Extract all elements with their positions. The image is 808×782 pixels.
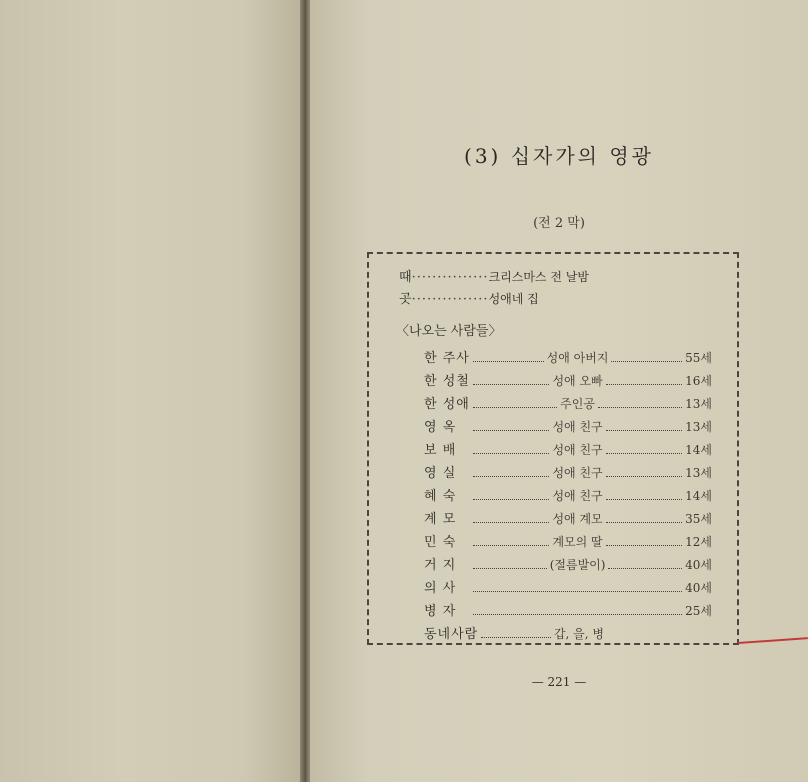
cast-role: 성애 계모 [552, 512, 603, 526]
leader-dots [473, 476, 549, 477]
cast-row [424, 416, 712, 434]
cast-name: 민 숙 [424, 535, 457, 550]
cast-age: 35세 [685, 512, 712, 526]
cast-name: 영 옥 [424, 420, 457, 435]
leader-dots [606, 384, 682, 385]
cast-age: 40세 [685, 558, 713, 572]
leader-dots [473, 407, 557, 408]
leader-dots [606, 430, 682, 431]
cast-name: 한 주사 [424, 351, 470, 366]
time-value: 크리스마스 전 날밤 [488, 270, 589, 284]
cast-name: 보 배 [424, 443, 457, 458]
cast-row [424, 347, 712, 365]
cast-role: 성애 친구 [552, 489, 603, 503]
cast-name: 거 지 [424, 558, 457, 573]
cast-role: 성애 친구 [552, 420, 603, 434]
cast-row [424, 577, 712, 595]
leader-dots [473, 361, 544, 362]
cast-age: 13세 [685, 466, 712, 480]
cast-row [424, 439, 712, 457]
cast-age: 40세 [685, 581, 712, 595]
cast-row [424, 600, 712, 618]
cast-age: 16세 [685, 374, 712, 388]
cast-row [424, 485, 712, 503]
cast-name: 의 사 [424, 581, 457, 596]
leader-dots [606, 453, 682, 454]
cast-role: 성애 친구 [552, 466, 603, 480]
leader-dots [473, 545, 549, 546]
cast-age: 13세 [685, 397, 712, 411]
play-title: (3) 십자가의 영광 [464, 144, 654, 168]
cast-role: 성애 아버지 [546, 351, 609, 365]
leader-dots [598, 407, 682, 408]
place-value: 성애네 집 [488, 292, 539, 306]
cast-name: 한 성애 [424, 397, 470, 412]
cast-age: 14세 [685, 489, 712, 503]
cast-heading: 〈나오는 사람들〉 [396, 324, 502, 339]
leader-dots [473, 430, 549, 431]
leader-dots [608, 568, 682, 569]
page-number: — 221 — [531, 675, 587, 689]
place-line: 곳···············성애네 집 [399, 292, 539, 307]
cast-role: 주인공 [560, 397, 595, 411]
cast-role: 계모의 딸 [552, 535, 603, 549]
cast-row [424, 370, 712, 388]
place-label: 곳 [399, 292, 412, 307]
cast-age: 13세 [685, 420, 712, 434]
cast-role: (절름발이) [549, 558, 606, 572]
cast-name: 영 실 [424, 466, 457, 481]
leader-dots [473, 591, 682, 592]
cast-age: 12세 [685, 535, 712, 549]
cast-row [424, 508, 712, 526]
leader-dots [473, 522, 549, 523]
cast-name: 동네사람 [424, 627, 479, 642]
leader-dots [473, 499, 549, 500]
cast-age: 14세 [685, 443, 712, 457]
cast-name: 혜 숙 [424, 489, 457, 504]
cast-role: 갑, 을, 병 [553, 627, 604, 641]
leader-dots [481, 637, 551, 638]
time-line: 때···············크리스마스 전 날밤 [399, 270, 589, 285]
cast-row [424, 623, 604, 641]
cast-name: 계 모 [424, 512, 457, 527]
leader-dots [606, 522, 682, 523]
leader-dots [473, 614, 682, 615]
cast-role: 성애 친구 [552, 443, 603, 457]
cast-name: 한 성철 [424, 374, 470, 389]
play-subtitle: (전 2 막) [533, 216, 585, 231]
leader-dots [473, 453, 549, 454]
cast-row [424, 531, 712, 549]
time-label: 때 [399, 270, 412, 285]
leader-dots [473, 568, 547, 569]
leader-dots [606, 499, 682, 500]
left-page [0, 0, 304, 782]
cast-row [424, 393, 712, 411]
cast-role: 성애 오빠 [552, 374, 603, 388]
leader-dots [473, 384, 549, 385]
cast-age: 25세 [685, 604, 712, 618]
cast-row [424, 462, 712, 480]
cast-row [424, 554, 712, 572]
leader-dots [611, 361, 682, 362]
leader-dots [606, 476, 682, 477]
cast-name: 병 자 [424, 604, 457, 619]
cast-age: 55세 [685, 351, 712, 365]
leader-dots [606, 545, 682, 546]
